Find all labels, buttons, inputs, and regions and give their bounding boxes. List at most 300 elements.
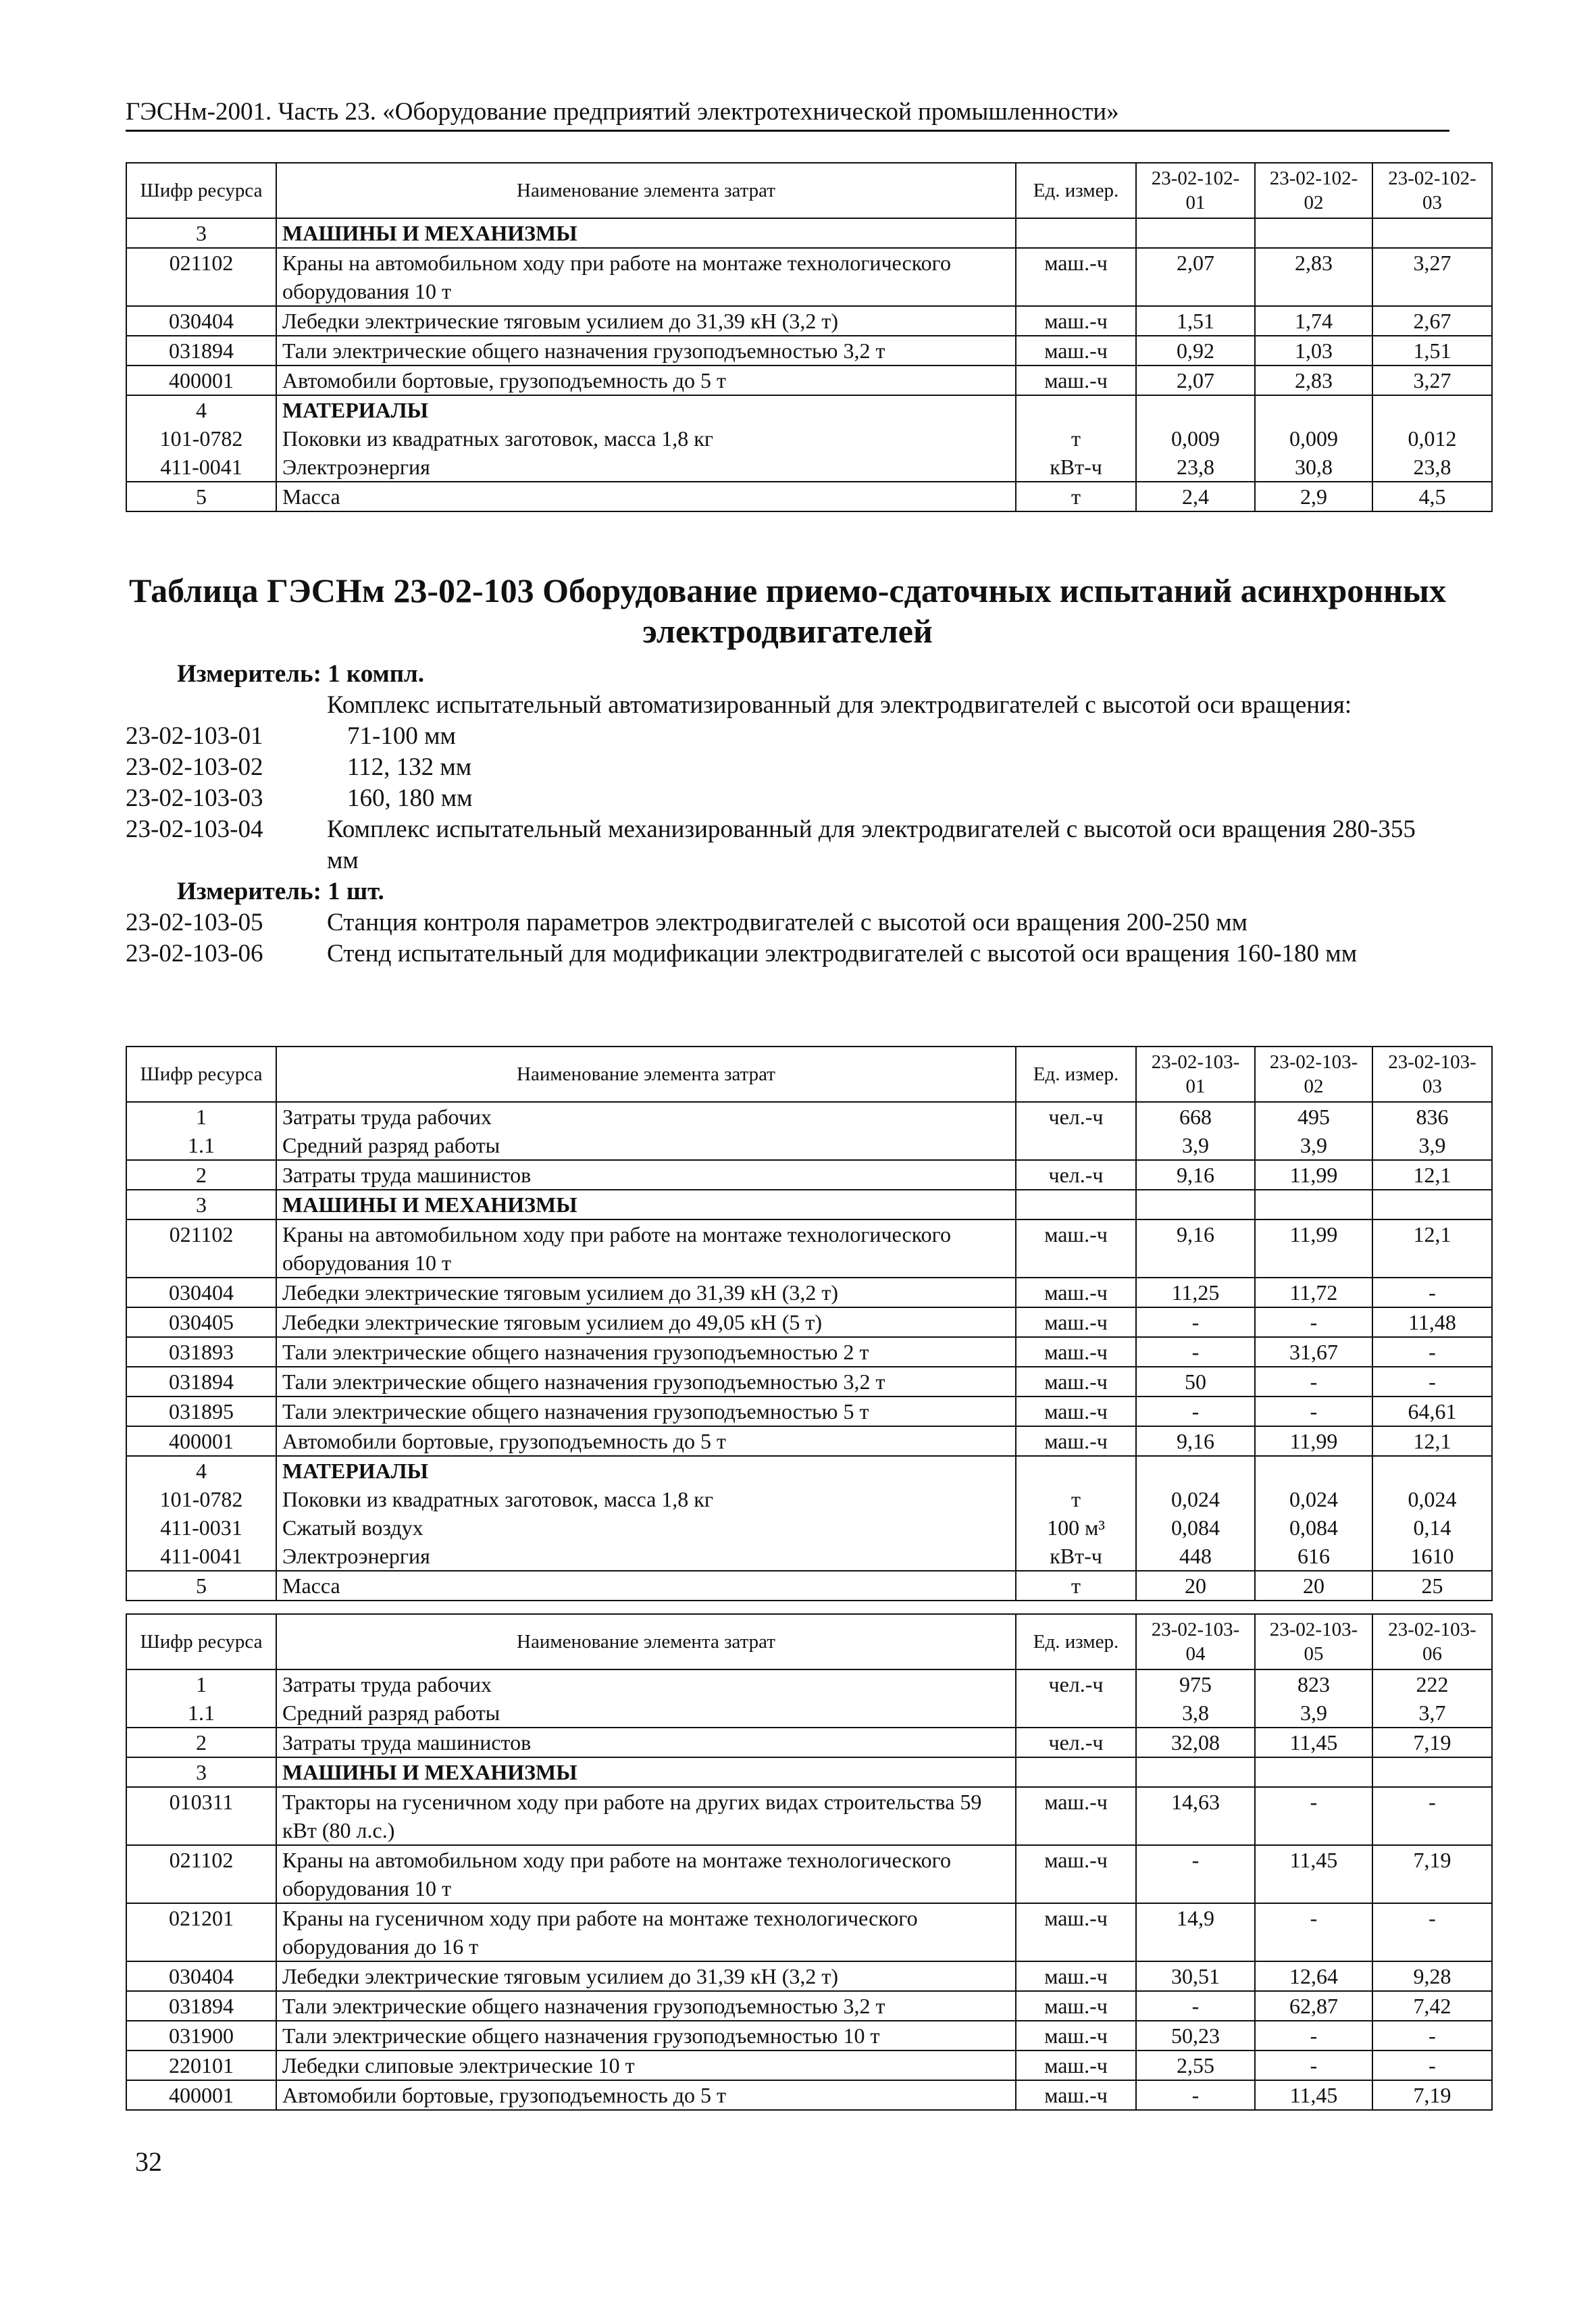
table-row xyxy=(126,1278,1492,1307)
cell-code: 411-0041 xyxy=(126,1542,276,1571)
cell-code: 3 xyxy=(126,1190,276,1219)
cell-name: Лебедки электрические тяговым усилием до 31,39 кН (3,2 т) xyxy=(276,1961,1016,1991)
cell-value xyxy=(1255,218,1372,248)
cell-value: 3,7 xyxy=(1372,1699,1492,1728)
cell-value: 14,9 xyxy=(1136,1903,1255,1961)
cell-value: 11,72 xyxy=(1255,1278,1372,1307)
cell-value: 62,87 xyxy=(1255,1991,1372,2021)
cell-code: 030404 xyxy=(126,1278,276,1307)
cell-value: - xyxy=(1372,2021,1492,2051)
cell-code: 031894 xyxy=(126,1367,276,1397)
cell-name: Средний разряд работы xyxy=(276,1699,1016,1728)
cell-value xyxy=(1372,1190,1492,1219)
table-row xyxy=(126,2021,1492,2051)
table-row xyxy=(126,248,1492,306)
cell-value: 3,27 xyxy=(1372,366,1492,395)
page-number: 32 xyxy=(135,2146,162,2177)
table-row xyxy=(126,482,1492,511)
cell-value xyxy=(1136,1757,1255,1787)
cell-value: 11,25 xyxy=(1136,1278,1255,1307)
cell-name: МАТЕРИАЛЫ xyxy=(276,395,1016,424)
cell-value: 50 xyxy=(1136,1367,1255,1397)
table-row xyxy=(126,336,1492,366)
cell-value xyxy=(1372,218,1492,248)
cell-value: 1,51 xyxy=(1372,336,1492,366)
cell-unit xyxy=(1016,1699,1136,1728)
cell-value: 7,19 xyxy=(1372,2080,1492,2110)
cell-unit: маш.-ч xyxy=(1016,1991,1136,2021)
cell-unit: маш.-ч xyxy=(1016,1278,1136,1307)
cell-value: 12,1 xyxy=(1372,1426,1492,1456)
table-row xyxy=(126,1513,1492,1542)
cell-value: 11,45 xyxy=(1255,2080,1372,2110)
cell-value: 823 xyxy=(1255,1669,1372,1699)
table-row xyxy=(126,2080,1492,2110)
cell-value: 30,51 xyxy=(1136,1961,1255,1991)
cell-value: 1,51 xyxy=(1136,306,1255,336)
norm-code: 23-02-103-01 xyxy=(126,722,263,750)
cell-value: 836 xyxy=(1372,1102,1492,1131)
cell-value: 1,74 xyxy=(1255,306,1372,336)
table-row xyxy=(126,1571,1492,1601)
cell-code: 1.1 xyxy=(126,1131,276,1160)
cell-code: 400001 xyxy=(126,2080,276,2110)
cell-value: 0,024 xyxy=(1136,1485,1255,1513)
col-header-code: Шифр ресурса xyxy=(126,163,276,218)
table-row xyxy=(126,1456,1492,1485)
cell-value: - xyxy=(1372,1903,1492,1961)
cell-unit: маш.-ч xyxy=(1016,248,1136,306)
cell-unit xyxy=(1016,1131,1136,1160)
cell-name: Тали электрические общего назначения грузоподъемностью 3,2 т xyxy=(276,336,1016,366)
col-header-norm: 23-02-103-04 xyxy=(1136,1614,1255,1669)
cell-value: 0,009 xyxy=(1136,424,1255,453)
cell-unit: маш.-ч xyxy=(1016,1397,1136,1426)
cell-value: 3,27 xyxy=(1372,248,1492,306)
cell-code: 021102 xyxy=(126,1219,276,1278)
cell-value xyxy=(1255,1456,1372,1485)
cell-value: 11,45 xyxy=(1255,1845,1372,1903)
cell-name: Сжатый воздух xyxy=(276,1513,1016,1542)
cell-value xyxy=(1255,1190,1372,1219)
table-row xyxy=(126,1190,1492,1219)
norm-code: 23-02-103-05 xyxy=(126,909,263,936)
cell-value: 14,63 xyxy=(1136,1787,1255,1845)
cell-code: 021201 xyxy=(126,1903,276,1961)
cell-value: 616 xyxy=(1255,1542,1372,1571)
col-header-norm: 23-02-103-05 xyxy=(1255,1614,1372,1669)
cell-unit: маш.-ч xyxy=(1016,1367,1136,1397)
cell-code: 030405 xyxy=(126,1307,276,1337)
cell-value: 11,45 xyxy=(1255,1728,1372,1757)
cell-unit: маш.-ч xyxy=(1016,1961,1136,1991)
cell-value: 222 xyxy=(1372,1669,1492,1699)
cell-unit: маш.-ч xyxy=(1016,336,1136,366)
cell-name: МАШИНЫ И МЕХАНИЗМЫ xyxy=(276,1190,1016,1219)
table-row xyxy=(126,1728,1492,1757)
cell-name: МАШИНЫ И МЕХАНИЗМЫ xyxy=(276,218,1016,248)
cell-value xyxy=(1136,1190,1255,1219)
cell-value xyxy=(1136,218,1255,248)
norm-text: 112, 132 мм xyxy=(347,753,472,781)
cell-value: 0,012 xyxy=(1372,424,1492,453)
cell-code: 400001 xyxy=(126,1426,276,1456)
cell-name: Краны на гусеничном ходу при работе на монтаже технологического оборудования до 16 т xyxy=(276,1903,1016,1961)
cell-unit xyxy=(1016,218,1136,248)
cell-value: 3,9 xyxy=(1136,1131,1255,1160)
cell-value: 11,99 xyxy=(1255,1426,1372,1456)
cell-code: 4 xyxy=(126,395,276,424)
cost-table-103-b xyxy=(126,1613,1493,2111)
cell-value xyxy=(1255,1757,1372,1787)
col-header-name: Наименование элемента затрат xyxy=(276,163,1016,218)
cell-code: 021102 xyxy=(126,1845,276,1903)
cell-code: 3 xyxy=(126,1757,276,1787)
cell-unit: маш.-ч xyxy=(1016,2021,1136,2051)
cell-name: Лебедки электрические тяговым усилием до 49,05 кН (5 т) xyxy=(276,1307,1016,1337)
cell-value: 495 xyxy=(1255,1102,1372,1131)
norm-text: 71-100 мм xyxy=(347,722,456,750)
table-row xyxy=(126,1102,1492,1131)
table-row xyxy=(126,1131,1492,1160)
list-item xyxy=(126,814,1449,876)
cell-name: Масса xyxy=(276,482,1016,511)
table-title: Таблица ГЭСНм 23-02-103 Оборудование приемо-сдаточных испытаний асинхронных электродвигателей xyxy=(129,572,1446,650)
cell-name: Краны на автомобильном ходу при работе на монтаже технологического оборудования 10 т xyxy=(276,1219,1016,1278)
norm-code: 23-02-103-02 xyxy=(126,753,263,781)
cell-value: 3,8 xyxy=(1136,1699,1255,1728)
cell-name: Средний разряд работы xyxy=(276,1131,1016,1160)
table-row xyxy=(126,218,1492,248)
cell-value: 50,23 xyxy=(1136,2021,1255,2051)
cell-code: 2 xyxy=(126,1160,276,1190)
table-row xyxy=(126,1367,1492,1397)
cell-value: 3,9 xyxy=(1372,1131,1492,1160)
cell-value: 2,83 xyxy=(1255,248,1372,306)
cell-code: 5 xyxy=(126,482,276,511)
col-header-norm: 23-02-103-06 xyxy=(1372,1614,1492,1669)
cell-value: 0,92 xyxy=(1136,336,1255,366)
cell-code: 1 xyxy=(126,1669,276,1699)
cell-unit: 100 м³ xyxy=(1016,1513,1136,1542)
table-row xyxy=(126,1426,1492,1456)
table-row xyxy=(126,1787,1492,1845)
cell-name: Краны на автомобильном ходу при работе на монтаже технологического оборудования 10 т xyxy=(276,1845,1016,1903)
col-header-code: Шифр ресурса xyxy=(126,1047,276,1102)
cell-code: 101-0782 xyxy=(126,1485,276,1513)
cell-value: 3,9 xyxy=(1255,1131,1372,1160)
cell-value: 0,009 xyxy=(1255,424,1372,453)
cell-value: 23,8 xyxy=(1372,453,1492,482)
col-header-name: Наименование элемента затрат xyxy=(276,1047,1016,1102)
cell-code: 220101 xyxy=(126,2051,276,2080)
cell-name: Тали электрические общего назначения грузоподъемностью 3,2 т xyxy=(276,1367,1016,1397)
cell-value: - xyxy=(1255,2051,1372,2080)
norm-text: Станция контроля параметров электродвигателей с высотой оси вращения 200-250 мм xyxy=(327,909,1248,936)
col-header-unit: Ед. измер. xyxy=(1016,163,1136,218)
cell-value: 11,48 xyxy=(1372,1307,1492,1337)
cell-code: 1.1 xyxy=(126,1699,276,1728)
norm-code: 23-02-103-04 xyxy=(126,815,263,843)
col-header-name: Наименование элемента затрат xyxy=(276,1614,1016,1669)
cell-code: 4 xyxy=(126,1456,276,1485)
cell-name: Поковки из квадратных заготовок, масса 1,8 кг xyxy=(276,424,1016,453)
cell-code: 031894 xyxy=(126,1991,276,2021)
cell-value xyxy=(1136,1456,1255,1485)
cell-unit xyxy=(1016,1757,1136,1787)
cell-unit: маш.-ч xyxy=(1016,2051,1136,2080)
col-header-unit: Ед. измер. xyxy=(1016,1614,1136,1669)
table-row xyxy=(126,1991,1492,2021)
list-item xyxy=(126,690,1449,721)
cell-name: Тракторы на гусеничном ходу при работе на других видах строительства 59 кВт (80 л.с.) xyxy=(276,1787,1016,1845)
list-item xyxy=(126,907,1449,938)
cell-unit: чел.-ч xyxy=(1016,1669,1136,1699)
cell-value: 25 xyxy=(1372,1571,1492,1601)
cell-code: 411-0041 xyxy=(126,453,276,482)
cell-unit: маш.-ч xyxy=(1016,1787,1136,1845)
cell-code: 3 xyxy=(126,218,276,248)
cell-value: 12,64 xyxy=(1255,1961,1372,1991)
cell-unit: чел.-ч xyxy=(1016,1102,1136,1131)
cell-value: 7,19 xyxy=(1372,1845,1492,1903)
table-row xyxy=(126,1903,1492,1961)
cell-value: 20 xyxy=(1136,1571,1255,1601)
cell-code: 031894 xyxy=(126,336,276,366)
cell-code: 400001 xyxy=(126,366,276,395)
list-item xyxy=(126,752,1449,783)
cell-value: 0,084 xyxy=(1255,1513,1372,1542)
col-header-norm: 23-02-102-03 xyxy=(1372,163,1492,218)
cell-code: 101-0782 xyxy=(126,424,276,453)
cell-name: Краны на автомобильном ходу при работе на монтаже технологического оборудования 10 т xyxy=(276,248,1016,306)
cell-value xyxy=(1136,395,1255,424)
cell-name: Лебедки электрические тяговым усилием до 31,39 кН (3,2 т) xyxy=(276,1278,1016,1307)
cell-value: - xyxy=(1372,1367,1492,1397)
cell-value xyxy=(1372,1456,1492,1485)
table-row xyxy=(126,1542,1492,1571)
cell-unit: чел.-ч xyxy=(1016,1728,1136,1757)
cell-value: 11,99 xyxy=(1255,1160,1372,1190)
col-header-norm: 23-02-103-01 xyxy=(1136,1047,1255,1102)
table-row xyxy=(126,366,1492,395)
cell-value: 0,084 xyxy=(1136,1513,1255,1542)
cell-value xyxy=(1372,1757,1492,1787)
cell-unit: маш.-ч xyxy=(1016,1307,1136,1337)
cell-code: 030404 xyxy=(126,306,276,336)
cell-value: 4,5 xyxy=(1372,482,1492,511)
measure-unit: Измеритель: 1 шт. xyxy=(177,878,384,905)
table-row xyxy=(126,306,1492,336)
cost-table-102 xyxy=(126,162,1493,512)
cell-name: Масса xyxy=(276,1571,1016,1601)
cell-value: - xyxy=(1136,1307,1255,1337)
cell-code: 031893 xyxy=(126,1337,276,1367)
cell-name: Затраты труда машинистов xyxy=(276,1160,1016,1190)
col-header-unit: Ед. измер. xyxy=(1016,1047,1136,1102)
cell-value: 2,07 xyxy=(1136,248,1255,306)
cell-unit: маш.-ч xyxy=(1016,1903,1136,1961)
cell-name: Затраты труда машинистов xyxy=(276,1728,1016,1757)
cell-value: 9,16 xyxy=(1136,1219,1255,1278)
page-header: ГЭСНм-2001. Часть 23. «Оборудование предприятий электротехнической промышленности» xyxy=(126,97,1449,132)
norm-code: 23-02-103-06 xyxy=(126,940,263,967)
cell-value: - xyxy=(1255,1787,1372,1845)
list-item xyxy=(126,938,1449,970)
norm-text: Комплекс испытательный механизированный для электродвигателей с высотой оси вращения 280-355 мм xyxy=(327,815,1416,874)
col-header-norm: 23-02-102-01 xyxy=(1136,163,1255,218)
list-item xyxy=(126,783,1449,814)
cell-value: 7,19 xyxy=(1372,1728,1492,1757)
cell-value: 31,67 xyxy=(1255,1337,1372,1367)
cell-value: 2,83 xyxy=(1255,366,1372,395)
table-row xyxy=(126,1845,1492,1903)
cell-value: 20 xyxy=(1255,1571,1372,1601)
cell-name: Затраты труда рабочих xyxy=(276,1102,1016,1131)
table-row xyxy=(126,1485,1492,1513)
table-row xyxy=(126,395,1492,424)
cell-value: 11,99 xyxy=(1255,1219,1372,1278)
cell-value: 1610 xyxy=(1372,1542,1492,1571)
table-row xyxy=(126,1757,1492,1787)
cell-value xyxy=(1372,395,1492,424)
table-row xyxy=(126,424,1492,453)
cell-name: Автомобили бортовые, грузоподъемность до 5 т xyxy=(276,366,1016,395)
cell-value: 3,9 xyxy=(1255,1699,1372,1728)
table-row xyxy=(126,1669,1492,1699)
cell-value xyxy=(1255,395,1372,424)
cell-value: 23,8 xyxy=(1136,453,1255,482)
cell-value: - xyxy=(1372,1337,1492,1367)
cell-value: 12,1 xyxy=(1372,1160,1492,1190)
col-header-norm: 23-02-102-02 xyxy=(1255,163,1372,218)
norm-text: Стенд испытательный для модификации электродвигателей с высотой оси вращения 160-180 мм xyxy=(327,940,1358,967)
cell-unit: маш.-ч xyxy=(1016,1426,1136,1456)
col-header-code: Шифр ресурса xyxy=(126,1614,276,1669)
col-header-norm: 23-02-103-02 xyxy=(1255,1047,1372,1102)
cell-value: - xyxy=(1372,1787,1492,1845)
cell-name: Тали электрические общего назначения грузоподъемностью 3,2 т xyxy=(276,1991,1016,2021)
cell-value: - xyxy=(1255,1307,1372,1337)
cell-unit xyxy=(1016,395,1136,424)
cell-unit: маш.-ч xyxy=(1016,1219,1136,1278)
cell-name: Тали электрические общего назначения грузоподъемностью 10 т xyxy=(276,2021,1016,2051)
cell-name: Поковки из квадратных заготовок, масса 1,8 кг xyxy=(276,1485,1016,1513)
cell-name: Электроэнергия xyxy=(276,1542,1016,1571)
cell-value: 2,4 xyxy=(1136,482,1255,511)
norm-text: 160, 180 мм xyxy=(347,784,473,812)
table-parameters xyxy=(126,659,1449,970)
cell-code: 031895 xyxy=(126,1397,276,1426)
cell-value: 1,03 xyxy=(1255,336,1372,366)
table-row xyxy=(126,1337,1492,1367)
table-row xyxy=(126,1307,1492,1337)
cell-value: - xyxy=(1255,1397,1372,1426)
norm-code: 23-02-103-03 xyxy=(126,784,263,812)
cell-name: Лебедки слиповые электрические 10 т xyxy=(276,2051,1016,2080)
table-row xyxy=(126,2051,1492,2080)
cell-code: 5 xyxy=(126,1571,276,1601)
cell-name: МАШИНЫ И МЕХАНИЗМЫ xyxy=(276,1757,1016,1787)
cell-value: 2,55 xyxy=(1136,2051,1255,2080)
cell-code: 030404 xyxy=(126,1961,276,1991)
cell-value: - xyxy=(1136,2080,1255,2110)
cell-unit: т xyxy=(1016,424,1136,453)
cell-value: 2,67 xyxy=(1372,306,1492,336)
cell-code: 1 xyxy=(126,1102,276,1131)
cell-name: Тали электрические общего назначения грузоподъемностью 5 т xyxy=(276,1397,1016,1426)
cell-value: - xyxy=(1136,1991,1255,2021)
cell-value: 30,8 xyxy=(1255,453,1372,482)
cell-code: 2 xyxy=(126,1728,276,1757)
cell-unit: маш.-ч xyxy=(1016,366,1136,395)
cell-unit xyxy=(1016,1456,1136,1485)
cell-name: Лебедки электрические тяговым усилием до 31,39 кН (3,2 т) xyxy=(276,306,1016,336)
cell-code: 031900 xyxy=(126,2021,276,2051)
table-row xyxy=(126,1219,1492,1278)
complex-intro: Комплекс испытательный автоматизированный для электродвигателей с высотой оси вращения: xyxy=(327,691,1352,719)
table-row xyxy=(126,1699,1492,1728)
table-row xyxy=(126,453,1492,482)
cell-value: 32,08 xyxy=(1136,1728,1255,1757)
cell-value: - xyxy=(1372,1278,1492,1307)
cell-value: 2,07 xyxy=(1136,366,1255,395)
cell-unit: т xyxy=(1016,1485,1136,1513)
cell-name: Тали электрические общего назначения грузоподъемностью 2 т xyxy=(276,1337,1016,1367)
cell-name: Автомобили бортовые, грузоподъемность до 5 т xyxy=(276,1426,1016,1456)
cell-unit: чел.-ч xyxy=(1016,1160,1136,1190)
cell-value: 7,42 xyxy=(1372,1991,1492,2021)
cell-unit: т xyxy=(1016,1571,1136,1601)
cell-value: 975 xyxy=(1136,1669,1255,1699)
list-item xyxy=(126,721,1449,752)
cell-value: 9,16 xyxy=(1136,1426,1255,1456)
table-row xyxy=(126,1961,1492,1991)
table-row xyxy=(126,1160,1492,1190)
cell-value: - xyxy=(1136,1845,1255,1903)
cell-unit: маш.-ч xyxy=(1016,2080,1136,2110)
cell-code: 021102 xyxy=(126,248,276,306)
cell-value: - xyxy=(1255,1903,1372,1961)
cell-value: 2,9 xyxy=(1255,482,1372,511)
cell-value: 64,61 xyxy=(1372,1397,1492,1426)
cell-name: МАТЕРИАЛЫ xyxy=(276,1456,1016,1485)
cell-value: 12,1 xyxy=(1372,1219,1492,1278)
cell-name: Автомобили бортовые, грузоподъемность до 5 т xyxy=(276,2080,1016,2110)
cell-unit: т xyxy=(1016,482,1136,511)
table-row xyxy=(126,1397,1492,1426)
cell-unit: кВт-ч xyxy=(1016,1542,1136,1571)
cost-table-103-a xyxy=(126,1046,1493,1601)
cell-code: 411-0031 xyxy=(126,1513,276,1542)
cell-unit xyxy=(1016,1190,1136,1219)
cell-value: 448 xyxy=(1136,1542,1255,1571)
cell-unit: маш.-ч xyxy=(1016,1845,1136,1903)
cell-value: - xyxy=(1255,2021,1372,2051)
cell-value: 9,16 xyxy=(1136,1160,1255,1190)
cell-value: 668 xyxy=(1136,1102,1255,1131)
cell-unit: маш.-ч xyxy=(1016,306,1136,336)
cell-unit: кВт-ч xyxy=(1016,453,1136,482)
cell-value: - xyxy=(1372,2051,1492,2080)
cell-unit: маш.-ч xyxy=(1016,1337,1136,1367)
cell-value: - xyxy=(1136,1397,1255,1426)
cell-value: - xyxy=(1136,1337,1255,1367)
cell-value: 9,28 xyxy=(1372,1961,1492,1991)
cell-value: 0,024 xyxy=(1372,1485,1492,1513)
cell-name: Электроэнергия xyxy=(276,453,1016,482)
measure-unit: Измеритель: 1 компл. xyxy=(177,660,425,688)
